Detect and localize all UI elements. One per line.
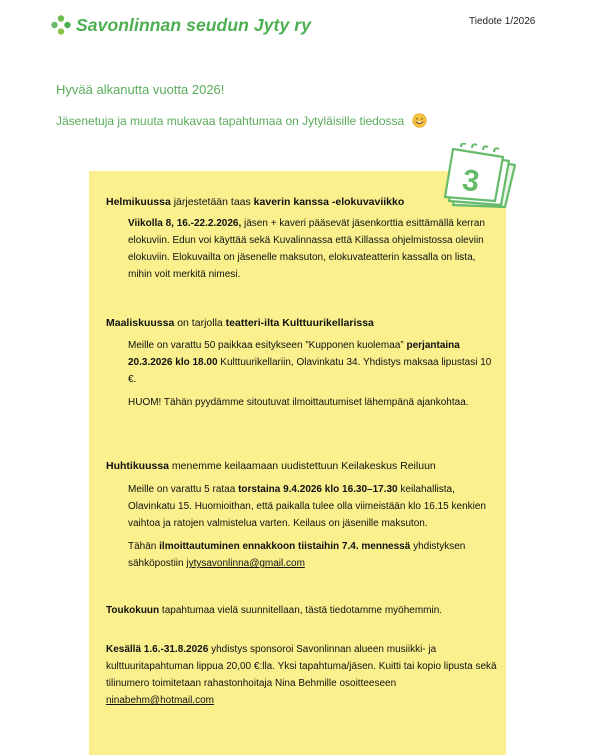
bowling-details: Meille on varattu 5 rataa torstaina 9.4.2026 klo 16.30–17.30 keilahallista, Olavinkatu 15. Huomioithan, että paikalla tulee olla viimeistään klo 16.15 kenkien vaihtoa ja ratojen valmistelua varten. Keilaus on jäsenille maksuton. [128,484,486,529]
movies-section-title: Helmikuussa järjestetään taas kaverin kanssa -elokuvaviikko [106,196,405,208]
flower-icon [50,14,72,36]
theatre-note: HUOM! Tähän pyydämme sitoutuvat ilmoittautumiset lähempänä ajankohtaa. [128,397,469,408]
org-name: Savonlinnan seudun Jyty ry [76,14,312,35]
issue-number: Tiedote 1/2026 [469,16,536,27]
movies-details: Viikolla 8, 16.-22.2.2026, jäsen + kaveri pääsevät jäsenkorttia esittämällä kerran elokuviin. Edun voi käyttää sekä Kuvalinnassa että Killassa ohjelmistossa oleviin elokuviin. Elokuvailta on jäsenelle maksuton, elokuvateatterin kassalla on lista, mihin voit merkitä nimesi. [128,218,485,280]
calendar-number: 3 [460,163,482,199]
theatre-details: Meille on varattu 50 paikkaa esitykseen ”Kupponen kuolemaa” perjantaina 20.3.2026 klo 18.00 Kulttuurikellariin, Olavinkatu 34. Yhdistys maksaa lipustasi 10 €. [128,340,492,385]
treasurer-email-link[interactable]: ninabehm@hotmail.com [106,695,214,706]
intro-text [56,113,427,128]
greeting-heading: Hyvää alkanutta vuotta 2026! [56,82,225,97]
smiling-face-icon [412,113,427,128]
bowling-section-title: Huhtikuussa menemme keilaamaan uudistettuun Keilakeskus Reiluun [106,460,436,472]
theatre-section-title: Maaliskuussa on tarjolla teatteri-ilta Kulttuurikellarissa [106,317,374,329]
may-note: Toukokuun tapahtumaa vielä suunnitellaan, tästä tiedotamme myöhemmin. [106,605,443,616]
org-logo [50,14,311,36]
summer-details: Kesällä 1.6.-31.8.2026 yhdistys sponsoroi Savonlinnan alueen musiikki- ja kulttuuritapahtuman lippua 20,00 €:lla. Yksi tapahtuma/jäsen. Kuitti tai kopio lipusta sekä tilinumero toimitetaan rahastonhoitaja Nina Behmille osoitteeseen ninabehm@hotmail.com [106,644,497,706]
association-email-link[interactable]: jytysavonlinna@gmail.com [186,558,305,569]
intro-line: Jäsenetuja ja muuta mukavaa tapahtumaa on Jytyläisille tiedossa [56,114,405,128]
bowling-registration: Tähän ilmoittautuminen ennakkoon tiistaihin 7.4. mennessä yhdistyksen sähköpostiin jytysavonlinna@gmail.com [128,541,466,569]
calendar-icon [439,143,521,211]
